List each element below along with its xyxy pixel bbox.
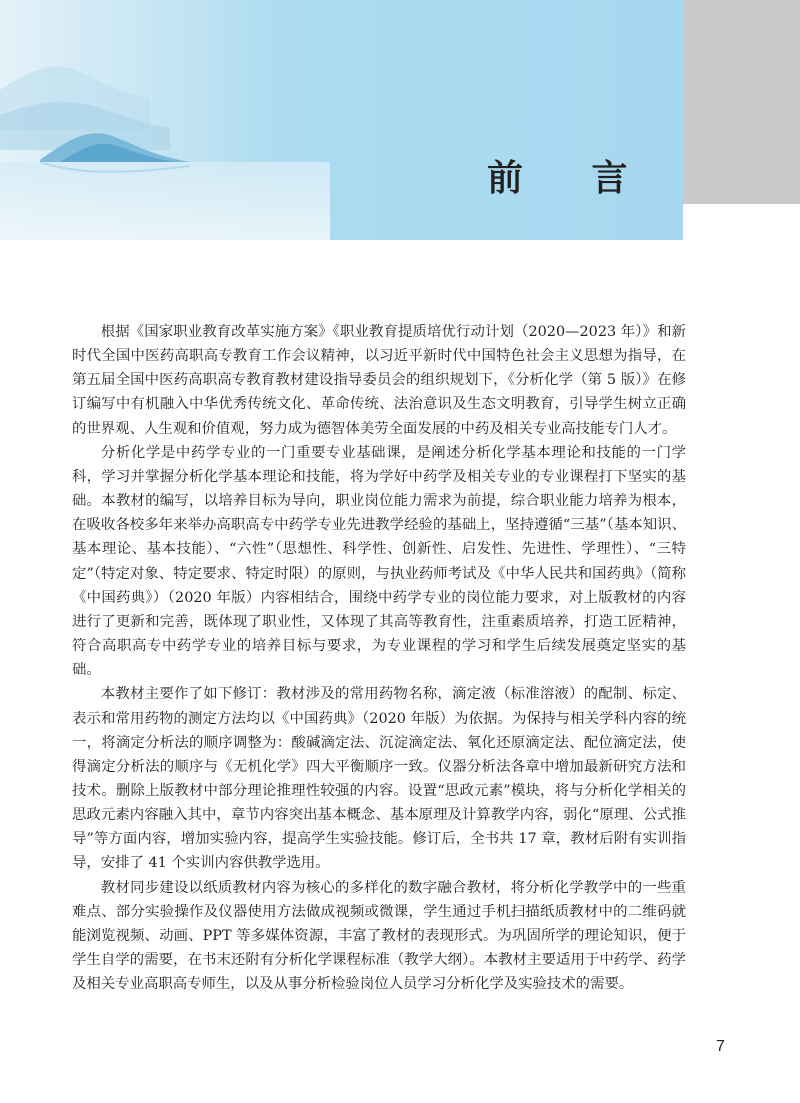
paragraph-3: 本教材主要作了如下修订：教材涉及的常用药物名称，滴定液（标准溶液）的配制、标定、表示和常用药物的测定方法均以《中国药典》（2020 年版）为依据。为保持与相关学科内容的统一，将滴定分析法的顺序调整为：酸碱滴定法、沉淀滴定法、氧化还原滴定法、配位滴定法，使得滴定分析法的顺序与《无机化学》四大平衡顺序一致。仪器分析法各章中增加最新研究方法和技术。删除上版教材中部分理论推理性较强的内容。设置“思政元素”模块，将与分析化学相关的思政元素内容融入其中，章节内容突出基本概念、基本原理及计算教学内容，弱化“原理、公式推导”等方面内容，增加实验内容，提高学生实验技能。修订后，全书共 17 章，教材后附有实训指导，安排了 41 个实训内容供教学选用。 bbox=[72, 686, 686, 872]
header-banner bbox=[0, 0, 683, 240]
page-number: 7 bbox=[716, 1038, 725, 1055]
paragraph-2: 分析化学是中药学专业的一门重要专业基础课，是阐述分析化学基本理论和技能的一门学科，学习并掌握分析化学基本理论和技能，将为学好中药学及相关专业的专业课程打下坚实的基础。本教材的编写，以培养目标为导向，职业岗位能力需求为前提，综合职业能力培养为根本，在吸收各校多年来举办高职高专中药学专业先进教学经验的基础上，坚持遵循“三基”（基本知识、基本理论、基本技能）、“六性”（思想性、科学性、创新性、启发性、先进性、学理性）、“三特定”（特定对象、特定要求、特定时限）的原则，与执业药师考试及《中华人民共和国药典》（简称《中国药典》）（2020 年版）内容相结合，围绕中药学专业的岗位能力要求，对上版教材的内容进行了更新和完善，既体现了职业性，又体现了其高等教育性，注重素质培养，打造工匠精神，符合高职高专中药学专业的培养目标与要求，为专业课程的学习和学生后续发展奠定坚实的基础。 bbox=[72, 444, 686, 679]
page-title: 前 言 bbox=[487, 157, 656, 199]
side-gray-block bbox=[683, 0, 800, 204]
paragraph-4: 教材同步建设以纸质教材内容为核心的多样化的数字融合教材，将分析化学教学中的一些重难点、部分实验操作及仪器使用方法做成视频或微课，学生通过手机扫描纸质教材中的二维码就能浏览视频、动画、PPT 等多媒体资源，丰富了教材的表现形式。为巩固所学的理论知识，便于学生自学的需要，在书末还附有分析化学课程标准（教学大纲）。本教材主要适用于中药学、药学及相关专业高职高专师生，以及从事分析检验岗位人员学习分析化学及实验技术的需要。 bbox=[72, 879, 686, 993]
paragraph-1: 根据《国家职业教育改革实施方案》《职业教育提质培优行动计划（2020—2023 年）》和新时代全国中医药高职高专教育工作会议精神，以习近平新时代中国特色社会主义思想为指导，在第五届全国中医药高职高专教育教材建设指导委员会的组织规划下，《分析化学（第 5 版）》在修订编写中有机融入中华优秀传统文化、革命传统、法治意识及生态文明教育，引导学生树立正确的世界观、人生观和价值观，努力成为德智体美劳全面发展的中药及相关专业高技能专门人才。 bbox=[72, 324, 686, 437]
preface-body bbox=[72, 320, 686, 996]
landscape-illustration bbox=[0, 0, 330, 240]
